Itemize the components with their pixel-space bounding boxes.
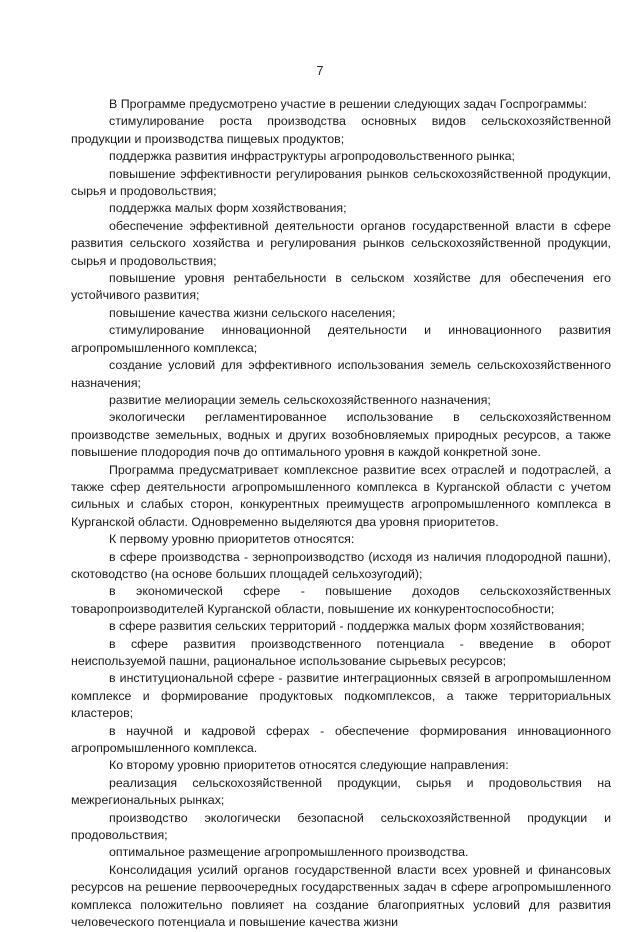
paragraph: поддержка развития инфраструктуры агропродовольственного рынка;	[109, 149, 515, 164]
paragraph: Консолидация усилий органов государственной власти всех уровней и финансовых ресурсов на решение первоочередных государственных задач в сфере агропромышленного комплекса положительно повлияет на создание благоприятных условий для развития человеческого потенциала и повышение качества жизни	[71, 862, 611, 930]
paragraph: в сфере развития производственного потенциала - введение в оборот неиспользуемой пашни, рациональное использование сырьевых ресурсов;	[71, 636, 611, 668]
paragraph: стимулирование роста производства основных видов сельскохозяйственной продукции и производства пищевых продуктов;	[71, 114, 611, 146]
paragraph: В Программе предусмотрено участие в решении следующих задач Госпрограммы:	[109, 97, 587, 111]
paragraph: в экономической сфере - повышение доходов сельскохозяйственных товаропроизводителей Курганской области, повышение их конкурентоспособности;	[71, 584, 611, 616]
paragraph: стимулирование инновационной деятельности и инновационного развития агропромышленного комплекса;	[71, 323, 611, 355]
paragraph: в научной и кадровой сферах - обеспечение формирования инновационного агропромышленного комплекса.	[71, 723, 611, 756]
paragraph: обеспечение эффективной деятельности органов государственной власти в сфере развития сельского хозяйства и регулирования рынков сельскохозяйственной продукции, сырья и продовольствия;	[71, 218, 611, 268]
paragraph: создание условий для эффективного использования земель сельскохозяйственного назначения;	[71, 358, 611, 390]
paragraph: повышение эффективности регулирования рынков сельскохозяйственной продукции, сырья и продовольствия;	[71, 166, 611, 199]
paragraph: экологически регламентированное использование в сельскохозяйственном производстве земельных, водных и других возобновляемых природных ресурсов, а также повышение плодородия почв до оптимального уровня в каждой конкретной зоне.	[71, 410, 611, 460]
paragraph: производство экологически безопасной сельскохозяйственной продукции и продовольствия;	[71, 810, 611, 843]
paragraph: повышение уровня рентабельности в сельском хозяйстве для обеспечения его устойчивого развития;	[71, 271, 611, 303]
paragraph: оптимальное размещение агропромышленного производства.	[109, 845, 469, 860]
paragraph: К первому уровню приоритетов относятся:	[109, 532, 355, 547]
body-text	[71, 96, 611, 932]
paragraph: Программа предусматривает комплексное развитие всех отраслей и подотраслей, а также сфер деятельности агропромышленного комплекса в Курганской области с учетом сильных и слабых сторон, конкурентных преимуществ агропромышленного комплекса в Курганской области. Одновременно выделяются два уровня приоритетов.	[71, 462, 611, 529]
page-number: 7	[316, 64, 324, 78]
paragraph: в сфере производства - зернопроизводство (исходя из наличия плодородной пашни), скотоводство (на основе больших площадей сельхозугодий);	[71, 549, 611, 581]
paragraph: реализация сельскохозяйственной продукции, сырья и продовольствия на межрегиональных рынках;	[71, 775, 611, 808]
paragraph: развитие мелиорации земель сельскохозяйственного назначения;	[109, 392, 491, 407]
paragraph: в сфере развития сельских территорий - поддержка малых форм хозяйствования;	[109, 619, 585, 634]
paragraph: Ко второму уровню приоритетов относятся следующие направления:	[109, 758, 509, 773]
paragraph: поддержка малых форм хозяйствования;	[109, 201, 347, 216]
paragraph: в институциональной сфере - развитие интеграционных связей в агропромышленном комплексе и формирование продуктовых подкомплексов, а также территориальных кластеров;	[71, 671, 611, 721]
paragraph: повышение качества жизни сельского населения;	[109, 305, 396, 320]
